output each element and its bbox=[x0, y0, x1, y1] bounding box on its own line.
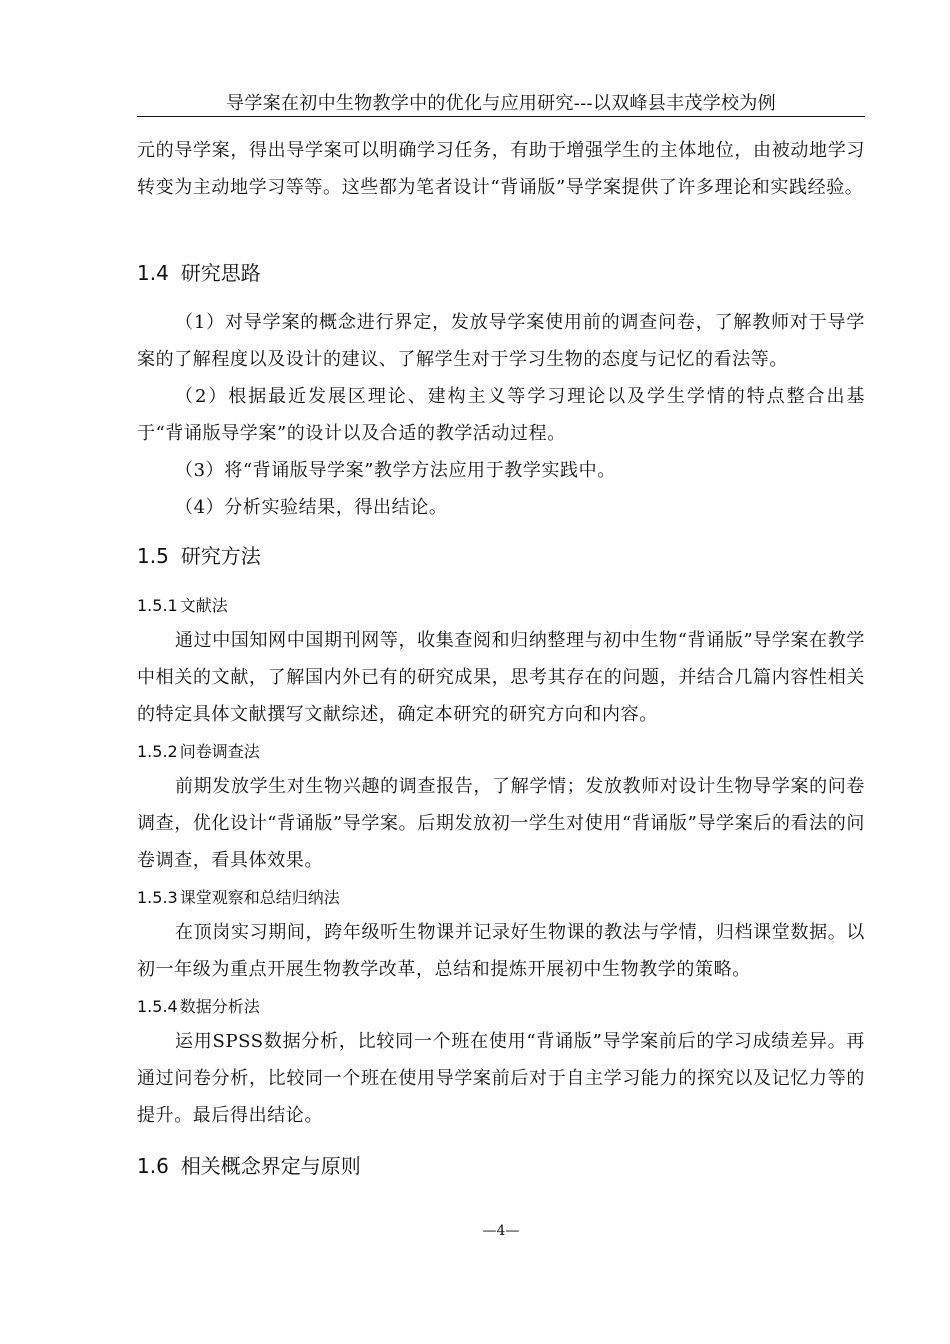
section-title: 相关概念界定与原则 bbox=[180, 1154, 361, 1178]
subsection-heading-1-5-4 bbox=[137, 996, 865, 1018]
research-step-4: （4）分析实验结果，得出结论。 bbox=[175, 497, 448, 518]
method-paragraph-data-analysis: 运用SPSS数据分析，比较同一个班在使用“背诵版”导学案前后的学习成绩差异。再通过问卷分析，比较同一个班在使用导学案前后对于自主学习能力的探究以及记忆力等的提升。最后得出结论。 bbox=[137, 1031, 865, 1126]
subsection-number: 1.5.1 bbox=[137, 596, 178, 615]
subsection-title: 问卷调查法 bbox=[179, 742, 260, 761]
page-number: —4— bbox=[482, 1223, 520, 1239]
method-paragraph-questionnaire: 前期发放学生对生物兴趣的调查报告，了解学情；发放教师对设计生物导学案的问卷调查，优化设计“背诵版”导学案。后期发放初一学生对使用“背诵版”导学案后的看法的问卷调查，看具体效果。 bbox=[137, 776, 865, 871]
section-title: 研究思路 bbox=[180, 261, 261, 285]
section-number: 1.6 bbox=[137, 1154, 169, 1178]
subsection-heading-1-5-3 bbox=[137, 887, 865, 909]
running-header: 导学案在初中生物教学中的优化与应用研究---以双峰县丰茂学校为例 bbox=[226, 93, 776, 114]
continuation-paragraph: 元的导学案，得出导学案可以明确学习任务，有助于增强学生的主体地位，由被动地学习转变为主动地学习等等。这些都为笔者设计“背诵版”导学案提供了许多理论和实践经验。 bbox=[137, 140, 865, 198]
research-step-2: （2）根据最近发展区理论、建构主义等学习理论以及学生学情的特点整合出基于“背诵版导学案”的设计以及合适的教学活动过程。 bbox=[137, 386, 865, 444]
research-step-3: （3）将“背诵版导学案”教学方法应用于教学实践中。 bbox=[175, 460, 616, 481]
section-heading-1-5 bbox=[137, 542, 865, 570]
subsection-title: 数据分析法 bbox=[179, 997, 260, 1016]
method-paragraph-observation: 在顶岗实习期间，跨年级听生物课并记录好生物课的教法与学情，归档课堂数据。以初一年级为重点开展生物教学改革，总结和提炼开展初中生物教学的策略。 bbox=[137, 922, 865, 980]
subsection-title: 文献法 bbox=[179, 596, 228, 615]
section-heading-1-6 bbox=[137, 1152, 865, 1180]
method-paragraph-literature: 通过中国知网中国期刊网等，收集查阅和归纳整理与初中生物“背诵版”导学案在教学中相关的文献，了解国内外已有的研究成果，思考其存在的问题，并结合几篇内容性相关的特定具体文献撰写文献综述，确定本研究的研究方向和内容。 bbox=[137, 630, 865, 725]
subsection-number: 1.5.3 bbox=[137, 888, 178, 907]
section-heading-1-4 bbox=[137, 259, 865, 287]
subsection-number: 1.5.2 bbox=[137, 742, 178, 761]
section-number: 1.5 bbox=[137, 544, 169, 568]
research-step-1: （1）对导学案的概念进行界定，发放导学案使用前的调查问卷，了解教师对于导学案的了解程度以及设计的建议、了解学生对于学习生物的态度与记忆的看法等。 bbox=[137, 312, 865, 370]
section-number: 1.4 bbox=[137, 261, 169, 285]
subsection-number: 1.5.4 bbox=[137, 997, 178, 1016]
section-title: 研究方法 bbox=[180, 544, 261, 568]
header-rule bbox=[137, 116, 865, 117]
subsection-heading-1-5-1 bbox=[137, 595, 865, 617]
subsection-title: 课堂观察和总结归纳法 bbox=[179, 888, 340, 907]
subsection-heading-1-5-2 bbox=[137, 741, 865, 763]
